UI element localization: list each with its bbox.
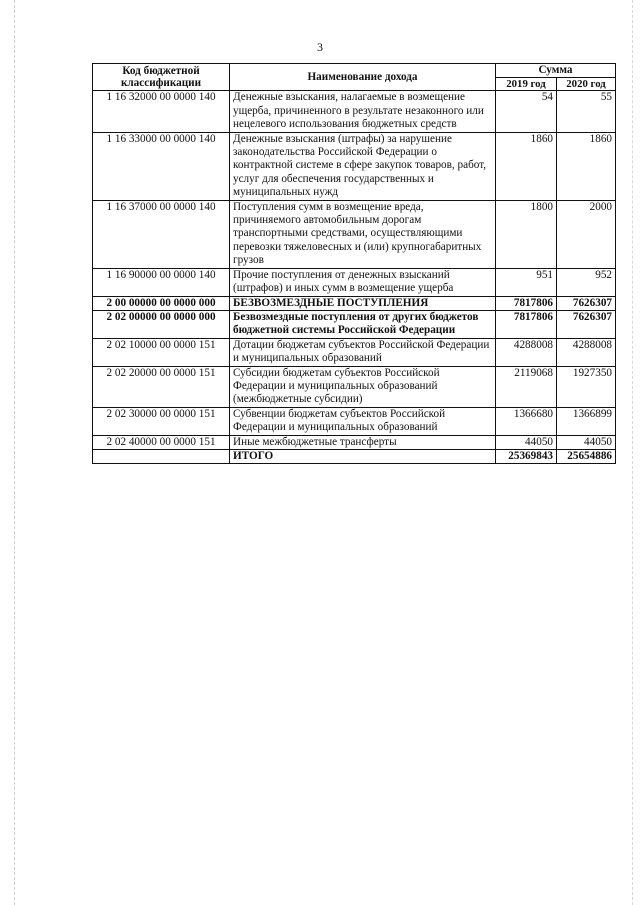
value-2020-cell: 44050 <box>557 435 616 449</box>
name-cell: Безвозмездные поступления от других бюджетов бюджетной системы Российской Федерации <box>230 310 496 338</box>
table-row <box>93 200 616 268</box>
value-2020-cell: 55 <box>557 91 616 132</box>
value-2020-cell: 1927350 <box>557 366 616 407</box>
code-cell: 1 16 90000 00 0000 140 <box>93 268 230 296</box>
code-cell <box>93 449 230 463</box>
table-row <box>93 310 616 338</box>
table-row <box>93 435 616 449</box>
name-cell: Денежные взыскания, налагаемые в возмещение ущерба, причиненного в результате незаконного или нецелевого использования бюджетных средств <box>230 91 496 132</box>
revenue-table <box>92 63 616 464</box>
table-body <box>93 91 616 464</box>
scan-edge-left <box>14 0 16 905</box>
value-2020-cell: 2000 <box>557 200 616 268</box>
value-2019-cell: 54 <box>496 91 557 132</box>
table-row <box>93 449 616 463</box>
code-cell: 1 16 37000 00 0000 140 <box>93 200 230 268</box>
table-row <box>93 338 616 366</box>
table-row <box>93 91 616 132</box>
header-name: Наименование дохода <box>230 64 496 91</box>
table-row <box>93 366 616 407</box>
name-cell: Поступления сумм в возмещение вреда, причиняемого автомобильным дорогам транспортными средствами, осуществляющими перевозки тяжеловесных и (или) крупногабаритных грузов <box>230 200 496 268</box>
name-cell: Прочие поступления от денежных взысканий (штрафов) и иных сумм в возмещение ущерба <box>230 268 496 296</box>
code-cell: 1 16 33000 00 0000 140 <box>93 132 230 200</box>
value-2020-cell: 7626307 <box>557 310 616 338</box>
code-cell: 2 00 00000 00 0000 000 <box>93 296 230 310</box>
code-cell: 1 16 32000 00 0000 140 <box>93 91 230 132</box>
name-cell: Иные межбюджетные трансферты <box>230 435 496 449</box>
scan-edge-right <box>632 0 634 905</box>
code-cell: 2 02 00000 00 0000 000 <box>93 310 230 338</box>
value-2019-cell: 951 <box>496 268 557 296</box>
header-year-2019: 2019 год <box>496 78 557 91</box>
code-cell: 2 02 40000 00 0000 151 <box>93 435 230 449</box>
code-cell: 2 02 30000 00 0000 151 <box>93 407 230 435</box>
value-2020-cell: 25654886 <box>557 449 616 463</box>
name-cell: Денежные взыскания (штрафы) за нарушение законодательства Российской Федерации о контрактной системе в сфере закупок товаров, работ, услуг для обеспечения государственных и муниципальных нужд <box>230 132 496 200</box>
table-row <box>93 407 616 435</box>
value-2020-cell: 952 <box>557 268 616 296</box>
header-year-2020: 2020 год <box>557 78 616 91</box>
table-row <box>93 132 616 200</box>
value-2019-cell: 2119068 <box>496 366 557 407</box>
name-cell: ИТОГО <box>230 449 496 463</box>
value-2019-cell: 25369843 <box>496 449 557 463</box>
name-cell: Дотации бюджетам субъектов Российской Федерации и муниципальных образований <box>230 338 496 366</box>
code-cell: 2 02 10000 00 0000 151 <box>93 338 230 366</box>
name-cell: Субсидии бюджетам субъектов Российской Федерации и муниципальных образований (межбюджетные субсидии) <box>230 366 496 407</box>
value-2020-cell: 7626307 <box>557 296 616 310</box>
value-2019-cell: 1366680 <box>496 407 557 435</box>
header-code: Код бюджетной классификации <box>93 64 230 91</box>
value-2020-cell: 4288008 <box>557 338 616 366</box>
value-2019-cell: 1800 <box>496 200 557 268</box>
name-cell: Субвенции бюджетам субъектов Российской Федерации и муниципальных образований <box>230 407 496 435</box>
value-2019-cell: 4288008 <box>496 338 557 366</box>
value-2019-cell: 7817806 <box>496 310 557 338</box>
code-cell: 2 02 20000 00 0000 151 <box>93 366 230 407</box>
value-2020-cell: 1366899 <box>557 407 616 435</box>
value-2019-cell: 44050 <box>496 435 557 449</box>
table-row <box>93 296 616 310</box>
value-2019-cell: 1860 <box>496 132 557 200</box>
header-sum: Сумма <box>496 64 616 78</box>
name-cell: БЕЗВОЗМЕЗДНЫЕ ПОСТУПЛЕНИЯ <box>230 296 496 310</box>
value-2019-cell: 7817806 <box>496 296 557 310</box>
page-number: 3 <box>317 40 323 54</box>
table-row <box>93 268 616 296</box>
value-2020-cell: 1860 <box>557 132 616 200</box>
